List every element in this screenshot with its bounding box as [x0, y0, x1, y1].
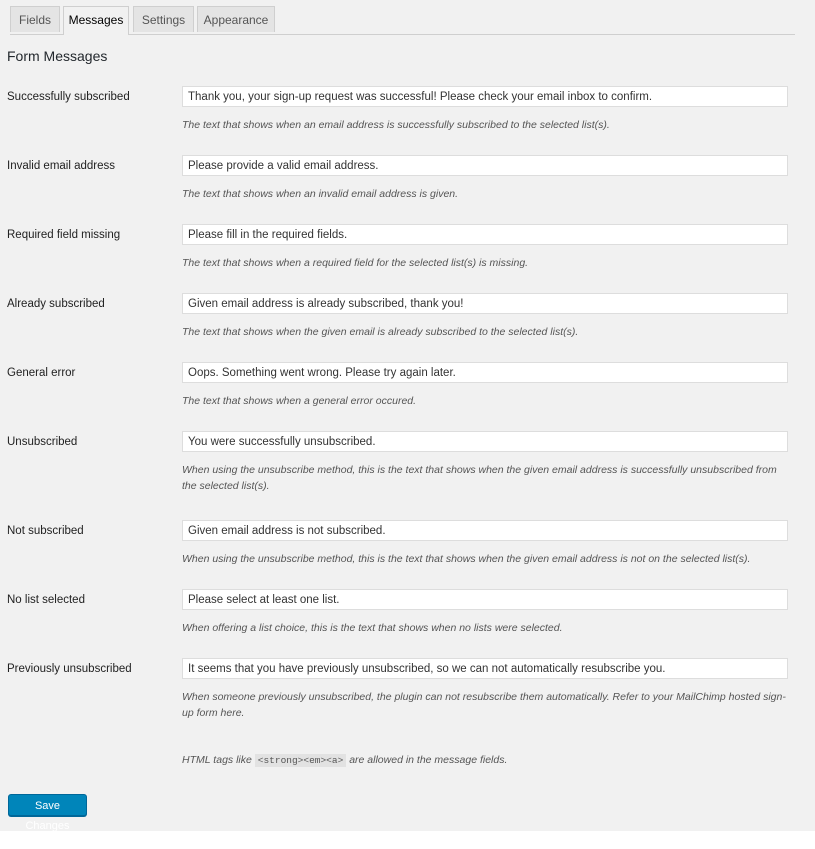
desc-no-list-selected: When offering a list choice, this is the text that shows when no lists were selected.: [182, 622, 563, 634]
input-no-list-selected[interactable]: [182, 589, 788, 610]
input-previously-unsubscribed[interactable]: [182, 658, 788, 679]
label-general-error: General error: [7, 367, 76, 379]
save-changes-button[interactable]: Save Changes: [8, 794, 87, 816]
desc-not-subscribed: When using the unsubscribe method, this is the text that shows when the given email address is not on the selected list(s).: [182, 553, 751, 565]
input-required-field-missing[interactable]: [182, 224, 788, 245]
label-no-list-selected: No list selected: [7, 594, 85, 606]
input-unsubscribed[interactable]: [182, 431, 788, 452]
desc-invalid-email: The text that shows when an invalid email address is given.: [182, 188, 459, 200]
label-required-field-missing: Required field missing: [7, 229, 121, 241]
desc-unsubscribed: When using the unsubscribe method, this is the text that shows when the given email address is successfully unsubscribed from the selected list(s).: [182, 464, 777, 492]
tab-appearance[interactable]: Appearance: [197, 6, 275, 32]
input-successfully-subscribed[interactable]: [182, 86, 788, 107]
desc-already-subscribed: The text that shows when the given email is already subscribed to the selected list(s).: [182, 326, 579, 338]
html-note-suffix: are allowed in the message fields.: [349, 754, 508, 766]
desc-required-field-missing: The text that shows when a required field for the selected list(s) is missing.: [182, 257, 529, 269]
section-title: Form Messages: [7, 48, 108, 64]
label-unsubscribed: Unsubscribed: [7, 436, 78, 448]
input-already-subscribed[interactable]: [182, 293, 788, 314]
label-already-subscribed: Already subscribed: [7, 298, 105, 310]
desc-previously-unsubscribed: When someone previously unsubscribed, the plugin can not resubscribe them automatically. Refer to your MailChimp hosted sign-up form here.: [182, 691, 786, 719]
input-general-error[interactable]: [182, 362, 788, 383]
tab-fields[interactable]: Fields: [10, 6, 60, 32]
html-note-code: <strong><em><a>: [255, 754, 347, 767]
label-successfully-subscribed: Successfully subscribed: [7, 91, 130, 103]
tab-messages[interactable]: Messages: [63, 6, 129, 35]
label-invalid-email: Invalid email address: [7, 160, 116, 172]
desc-successfully-subscribed: The text that shows when an email address is successfully subscribed to the selected list(s).: [182, 119, 610, 131]
html-tags-note: [182, 752, 788, 769]
input-invalid-email[interactable]: [182, 155, 788, 176]
input-not-subscribed[interactable]: [182, 520, 788, 541]
html-note-prefix: HTML tags like: [182, 754, 252, 766]
tab-settings[interactable]: Settings: [133, 6, 194, 32]
tab-bar: [10, 6, 795, 35]
label-previously-unsubscribed: Previously unsubscribed: [7, 663, 132, 675]
label-not-subscribed: Not subscribed: [7, 525, 84, 537]
desc-general-error: The text that shows when a general error occured.: [182, 395, 417, 407]
